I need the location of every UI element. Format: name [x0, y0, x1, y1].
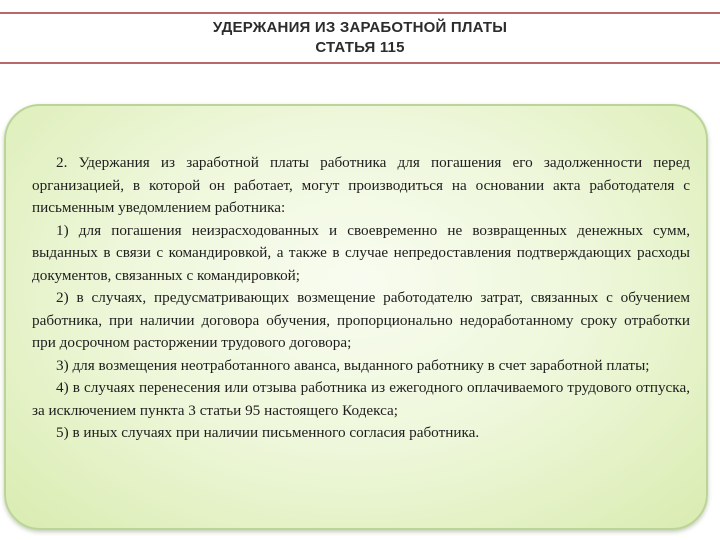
article-text	[32, 152, 690, 445]
paragraph-item-5: 5) в иных случаях при наличии письменного согласия работника.	[56, 424, 480, 441]
slide-title-line-2: СТАТЬЯ 115	[315, 39, 405, 56]
paragraph-intro: 2. Удержания из заработной платы работника для погашения его задолженности перед организацией, в которой он работает, могут производиться на основании акта работодателя с письменным уведомлением работника:	[32, 154, 690, 216]
paragraph-item-2: 2) в случаях, предусматривающих возмещение работодателю затрат, связанных с обучением работника, при наличии договора обучения, пропорционально недоработанному сроку отработки при досрочном расторжении трудового договора;	[32, 289, 690, 351]
paragraph-item-3: 3) для возмещения неотработанного аванса, выданного работнику в счет заработной платы;	[56, 356, 650, 374]
paragraph-item-4: 4) в случаях перенесения или отзыва работника из ежегодного оплачиваемого трудового отпуска, за исключением пункта 3 статьи 95 настоящего Кодекса;	[32, 379, 690, 419]
slide-title-line-1: УДЕРЖАНИЯ ИЗ ЗАРАБОТНОЙ ПЛАТЫ	[212, 19, 508, 36]
slide-header	[0, 12, 720, 64]
paragraph-item-1: 1) для погашения неизрасходованных и своевременно не возвращенных денежных сумм, выданных в связи с командировкой, а также в случае непредоставления подтверждающих расходы документов, связанных с командировкой;	[32, 221, 690, 284]
